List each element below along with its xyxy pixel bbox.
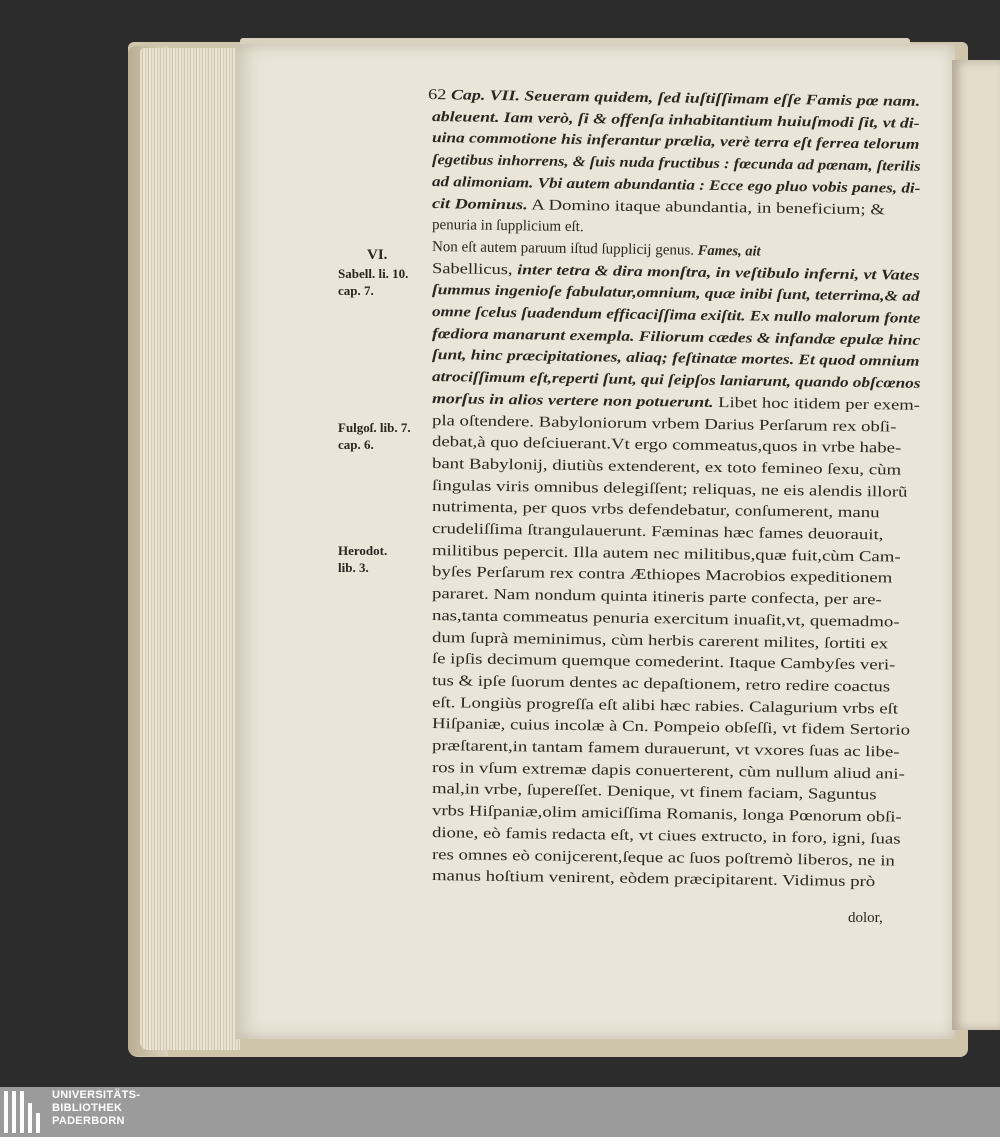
text-line [432,412,897,436]
text-run: Sabellicus, [431,261,518,279]
text-line [432,303,921,328]
text-line [432,520,884,544]
text-line [432,629,888,653]
text-run: pla oſtendere. Babyloniorum vrbem Darius Perſarum rex obſi- [431,413,897,436]
text-run: ſunt, hinc præcipitationes, aliaq; feſtinatæ mortes. Et quod omnium [431,347,920,370]
text-run: inter tetra & dira monſtra, in veſtibulo inferni, vt Vates [517,262,920,284]
library-name-line1: UNIVERSITÄTS- [52,1089,141,1101]
text-run: mal,in vrbe, ſupereſſet. Denique, vt finem faciam, Saguntus [431,781,877,804]
text-run: ſingulas viris omnibus delegiſſent; reliquas, ne eis alendis illorũ [431,478,908,501]
margin-note-fulgosius: Fulgoſ. lib. 7. [338,420,411,435]
text-line [432,455,901,480]
text-run: uina commotione his inferantur prælia, verè terra eſt ferrea telorum [431,130,920,153]
text-run: ſe ipſis decimum quemque comederint. Itaque Cambyſes veri- [431,651,896,674]
text-run: ad alimoniam. Vbi autem abundantia : Ecce ego pluo vobis panes, di- [431,174,921,197]
text-run: 62 [427,87,452,104]
text-run: tus & ipſe ſuorum dentes ac depaſtionem, retro redire coactus [431,673,891,696]
text-line [432,281,920,306]
text-line [432,216,584,236]
text-line [432,694,898,719]
text-line [432,802,902,827]
library-name-line2: BIBLIOTHEK [52,1102,123,1114]
text-line [432,607,900,632]
text-run: militibus pepercit. Illa autem nec militibus,quæ fuit,cùm Cam- [431,543,901,566]
text-run: bant Babylonij, diutiùs extenderent, ex toto femineo ſexu, cùm [431,456,902,479]
text-line [432,650,896,674]
text-line [432,737,900,762]
text-run: fœdiora manarunt exempla. Filiorum cædes & infandæ epulæ hinc [431,326,921,349]
text-run: ros in vſum extremæ dapis conuerterent, cùm nullum aliud ani- [431,760,905,783]
margin-note-herodotus-lib: lib. 3. [338,560,369,575]
text-run: pararet. Nam nondum quinta itineris parte confecta, per are- [431,586,882,609]
text-run: byſes Perſarum rex contra Æthiopes Macrobios expeditionem [431,564,893,587]
text-run: eſt. Longiùs progreſſa eſt alibi hæc rabies. Calagurium vrbs eſt [431,695,899,718]
text-line [432,390,920,415]
library-logo-icon [4,1091,44,1133]
text-line [432,672,890,696]
library-footer-bar [0,1087,1000,1137]
text-line [432,129,920,154]
margin-note-herodotus: Herodot. [338,543,388,558]
text-run: Cap. VII. Seueram quidem, ſed iuſtiſſimam eſſe Famis pœ nam. [450,87,921,110]
text-line [432,867,875,891]
text-line [432,759,905,784]
library-name [52,1089,140,1128]
text-run: cit Dominus. [431,196,528,214]
text-run: penuria in ſupplicium eſt. [431,217,584,236]
text-line [432,368,921,393]
text-line [432,498,880,522]
margin-note-sabellicus: Sabell. li. 10. [338,266,409,281]
text-line [432,433,902,458]
text-run: omne ſcelus ſuadendum efficaciſſima exiſtit. Ex nullo malorum fonte [431,304,921,327]
text-run: morſus in alios vertere non potuerunt. [431,391,714,411]
text-line [432,346,920,371]
margin-note-sabellicus-cap: cap. 7. [338,283,374,298]
text-run: ſummus ingenioſe fabulatur,omnium, quæ inibi ſunt, teterrima,& ad [431,282,920,305]
text-line [432,780,877,804]
library-name-line3: PADERBORN [52,1115,125,1127]
text-line [432,542,901,567]
text-run: crudeliſſima ſtrangulauerunt. Fæminas hæc fames deuorauit, [431,521,884,544]
text-run: præſtarent,in tantam famem durauerunt, vt vxores ſuas ac libe- [431,738,900,761]
margin-note-fulgosius-cap: cap. 6. [338,437,374,452]
text-run: Libet hoc itidem per exem- [713,394,920,414]
text-line [432,477,908,502]
text-run: dum ſuprà meminimus, cùm herbis carerent milites, ſortiti ex [431,630,889,653]
text-run: dione, eò famis redacta eſt, vt ciues extructo, in foro, igni, ſuas [431,825,901,848]
catchword: dolor, [848,910,883,926]
text-line [432,715,910,740]
text-line [432,846,895,870]
text-run: Fames, ait [697,242,761,260]
text-run: ableuent. Iam verò, ſi & offenſa inhabitantium huiuſmodi ſit, vt di- [431,109,920,132]
text-run: res omnes eò conijcerent,ſeque ac ſuos poſtremò liberos, ne in [431,847,895,870]
text-run: debat,à quo deſciuerant.Vt ergo commeatus,quos in vrbe habe- [431,434,902,457]
text-run: A Domino itaque abundantia, in beneficium; & [527,197,885,219]
text-run: Hiſpaniæ, cuius incolæ à Cn. Pompeio obſeſſi, vt fidem Sertorio [431,716,911,739]
text-line [432,195,885,219]
text-run: manus hoſtium venirent, eòdem præcipitarent. Vidimus prò [431,868,876,891]
section-number: VI. [367,247,388,263]
text-line [432,151,921,176]
text-run: nas,tanta commeatus penuria exercitum inuaſit,vt, quemadmo- [431,608,900,631]
text-run: Non eſt autem paruum iſtud ſupplicij genus. [431,239,698,259]
text-run: atrociſſimum eſt,reperti ſunt, qui ſeipſos laniarunt, quando obſcœnos [431,369,921,392]
text-line [428,86,920,111]
text-line [432,238,761,261]
text-line [432,585,882,609]
text-line [432,563,893,587]
text-run: ſegetibus inhorrens, & ſuis nuda fructibus : fœcunda ad pœnam, ſterilis [431,152,921,175]
text-run: vrbs Hiſpaniæ,olim amiciſſima Romanis, longa Pœnorum obſi- [431,803,902,826]
text-line [432,173,921,198]
text-line [432,824,901,849]
text-run: nutrimenta, per quos vrbs defendebatur, conſumerent, manu [431,499,880,522]
